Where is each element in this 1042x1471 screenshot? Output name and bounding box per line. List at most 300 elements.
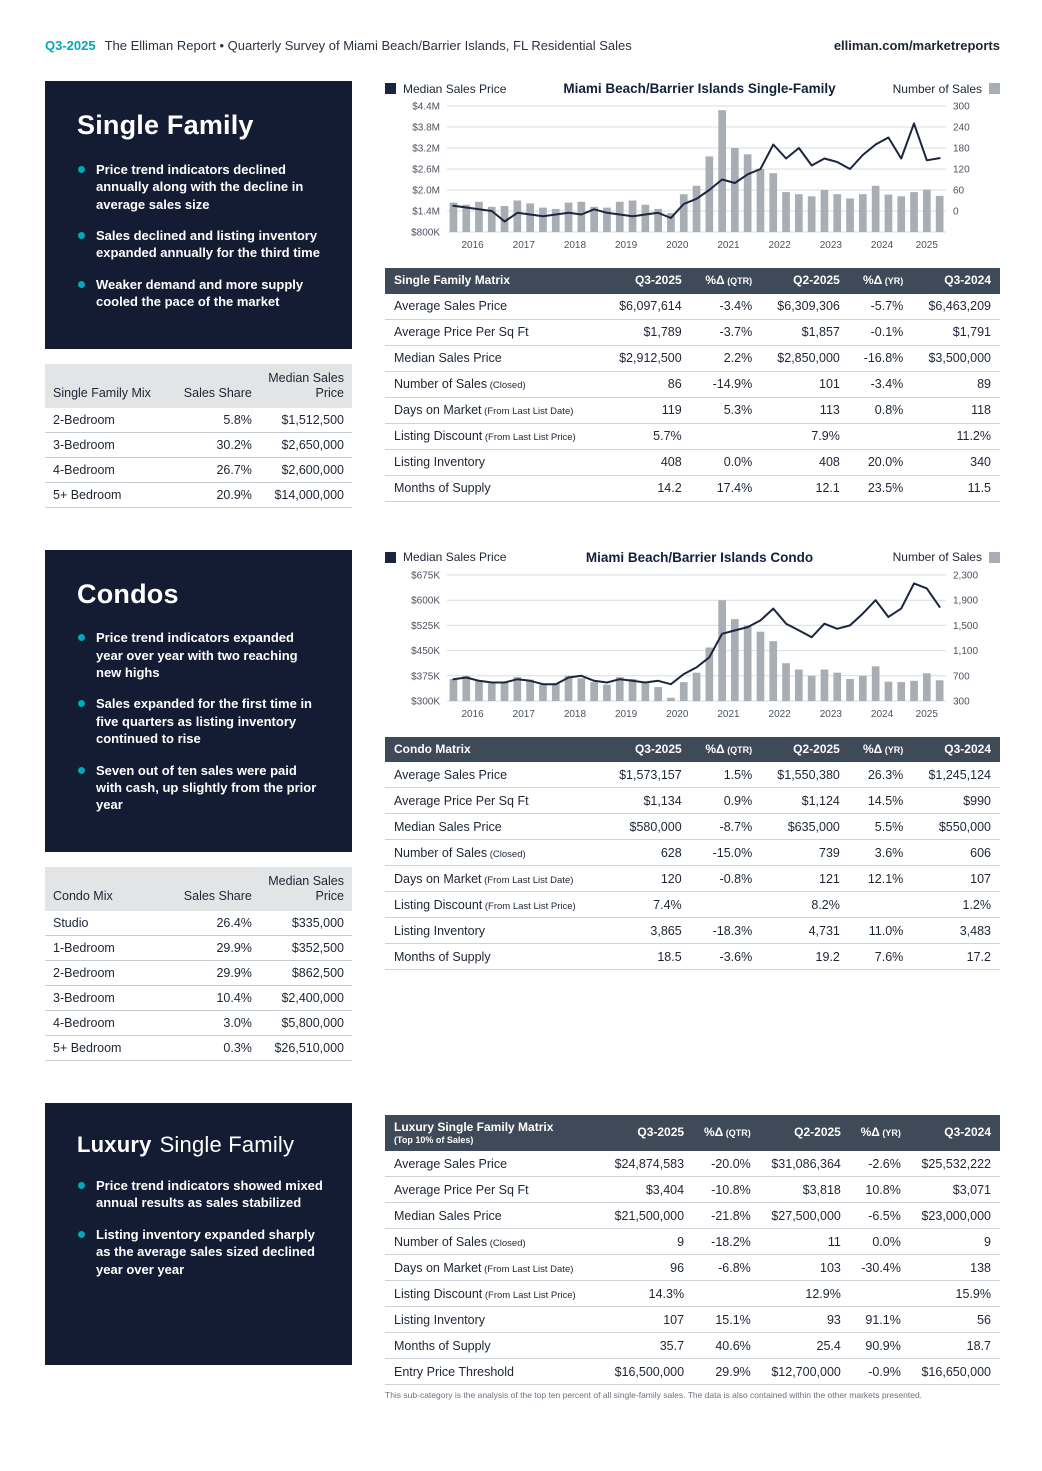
mix-cell: 26.4%: [168, 911, 260, 936]
matrix-row: [385, 814, 1000, 840]
matrix-row-label: Listing Inventory: [385, 1307, 603, 1333]
matrix-row-label: Average Sales Price: [385, 294, 603, 320]
mix-row: [45, 985, 352, 1010]
chart-legend-number-sales: [893, 550, 1000, 564]
matrix-column-header: %Δ (QTR): [691, 737, 762, 763]
single-family-mix-table-container: [45, 364, 352, 508]
legend-swatch-gray-icon: [989, 552, 1000, 563]
chart-canvas: [385, 567, 1000, 725]
matrix-cell: $21,500,000: [603, 1203, 693, 1229]
matrix-cell: 120: [603, 866, 691, 892]
chart-legend-median-price: [385, 550, 506, 564]
svg-text:2020: 2020: [666, 240, 689, 251]
matrix-cell: 12.9%: [760, 1281, 850, 1307]
matrix-cell: [849, 423, 912, 449]
matrix-cell: 107: [912, 866, 1000, 892]
matrix-row-label: Number of Sales (Closed): [385, 371, 603, 397]
mix-cell: 26.7%: [168, 457, 260, 482]
svg-text:2017: 2017: [512, 240, 535, 251]
report-title: The Elliman Report • Quarterly Survey of Miami Beach/Barrier Islands, FL Residential Sales: [104, 38, 632, 53]
matrix-cell: $3,071: [910, 1177, 1000, 1203]
svg-text:2020: 2020: [666, 708, 689, 720]
matrix-cell: -2.6%: [850, 1151, 910, 1177]
summary-bullet: Listing inventory expanded sharply as the average sales sized declined year over year: [77, 1226, 324, 1278]
matrix-cell: 14.5%: [849, 788, 912, 814]
mix-row-label: 5+ Bedroom: [45, 1035, 168, 1060]
svg-text:$525K: $525K: [411, 620, 440, 632]
matrix-column-header: Q2-2025: [761, 737, 849, 763]
svg-text:$1.4M: $1.4M: [412, 206, 440, 218]
matrix-row: [385, 423, 1000, 449]
summary-bullet: Sales expanded for the first time in five quarters as listing inventory continued to rise: [77, 695, 324, 747]
matrix-row: [385, 1203, 1000, 1229]
matrix-cell: -3.7%: [691, 319, 762, 345]
matrix-cell: $16,500,000: [603, 1359, 693, 1385]
matrix-cell: 1.5%: [691, 762, 762, 788]
mix-cell: 29.9%: [168, 935, 260, 960]
svg-text:300: 300: [953, 696, 970, 708]
mix-cell: $14,000,000: [260, 482, 352, 507]
matrix-cell: -3.4%: [849, 371, 912, 397]
svg-text:$2.0M: $2.0M: [412, 185, 440, 197]
matrix-cell: 25.4: [760, 1333, 850, 1359]
mix-column-header: Median Sales Price: [260, 364, 352, 408]
summary-bullet: Sales declined and listing inventory expanded annually for the third time: [77, 227, 324, 262]
svg-text:2021: 2021: [717, 240, 740, 251]
matrix-cell: $2,850,000: [761, 345, 849, 371]
matrix-column-header: %Δ (QTR): [691, 268, 762, 294]
matrix-table-title: Single Family Matrix: [385, 268, 603, 294]
matrix-cell: [691, 892, 762, 918]
single-family-chart-header: [385, 81, 1000, 96]
matrix-row-label: Listing Inventory: [385, 449, 603, 475]
matrix-cell: 17.4%: [691, 475, 762, 501]
matrix-column-header: %Δ (YR): [849, 268, 912, 294]
svg-text:$800K: $800K: [411, 227, 440, 239]
matrix-row: [385, 788, 1000, 814]
matrix-cell: 12.1: [761, 475, 849, 501]
mix-row-label: 4-Bedroom: [45, 1010, 168, 1035]
matrix-cell: $16,650,000: [910, 1359, 1000, 1385]
matrix-column-header: %Δ (YR): [850, 1115, 910, 1151]
matrix-cell: 119: [603, 397, 691, 423]
matrix-cell: [850, 1281, 910, 1307]
luxury-summary-card: [45, 1103, 352, 1365]
matrix-cell: $12,700,000: [760, 1359, 850, 1385]
condos-left-column: [45, 550, 352, 1061]
matrix-row-label: Months of Supply: [385, 1333, 603, 1359]
matrix-cell: 86: [603, 371, 691, 397]
matrix-cell: 3,865: [603, 918, 691, 944]
matrix-cell: 0.0%: [691, 449, 762, 475]
matrix-cell: [849, 892, 912, 918]
matrix-cell: 9: [603, 1229, 693, 1255]
mix-cell: 29.9%: [168, 960, 260, 985]
matrix-row-label: Months of Supply: [385, 944, 603, 970]
matrix-column-header-note: (QTR): [724, 744, 753, 755]
matrix-cell: 101: [761, 371, 849, 397]
svg-text:2016: 2016: [461, 708, 484, 720]
matrix-row-label: Days on Market (From Last List Date): [385, 866, 603, 892]
matrix-cell: -3.6%: [691, 944, 762, 970]
matrix-cell: -5.7%: [849, 294, 912, 320]
single-family-section-title: Single Family: [77, 110, 254, 140]
svg-text:$4.4M: $4.4M: [412, 101, 440, 113]
matrix-row-label-note: (Closed): [487, 380, 526, 392]
mix-cell: $2,600,000: [260, 457, 352, 482]
matrix-row-label: Average Price Per Sq Ft: [385, 788, 603, 814]
matrix-row-label: Entry Price Threshold: [385, 1359, 603, 1385]
matrix-cell: 11.0%: [849, 918, 912, 944]
chart-canvas: [385, 98, 1000, 256]
matrix-cell: 10.8%: [850, 1177, 910, 1203]
matrix-cell: 1.2%: [912, 892, 1000, 918]
svg-text:120: 120: [953, 164, 970, 176]
svg-text:$3.8M: $3.8M: [412, 122, 440, 134]
summary-bullet: Price trend indicators declined annually along with the decline in average sales size: [77, 161, 324, 213]
matrix-table: [385, 1115, 1000, 1385]
matrix-cell: 0.8%: [849, 397, 912, 423]
svg-text:$450K: $450K: [411, 645, 440, 657]
matrix-row: [385, 294, 1000, 320]
report-website-link[interactable]: elliman.com/marketreports: [833, 38, 1000, 53]
condos-right-column: [385, 550, 1000, 971]
matrix-row: [385, 1359, 1000, 1385]
matrix-cell: $31,086,364: [760, 1151, 850, 1177]
svg-text:2019: 2019: [615, 240, 638, 251]
matrix-cell: 96: [603, 1255, 693, 1281]
matrix-cell: 18.7: [910, 1333, 1000, 1359]
chart-legend-number-sales: [893, 82, 1000, 96]
mix-column-header: Sales Share: [168, 867, 260, 911]
matrix-cell: $1,573,157: [603, 762, 691, 788]
matrix-row-label: Number of Sales (Closed): [385, 1229, 603, 1255]
matrix-cell: $6,097,614: [603, 294, 691, 320]
matrix-cell: 5.7%: [603, 423, 691, 449]
matrix-cell: 56: [910, 1307, 1000, 1333]
matrix-cell: 113: [761, 397, 849, 423]
mix-row-label: 2-Bedroom: [45, 960, 168, 985]
svg-text:$3.2M: $3.2M: [412, 143, 440, 155]
legend-swatch-gray-icon: [989, 83, 1000, 94]
matrix-row-label-note: (From Last List Price): [482, 1289, 576, 1301]
matrix-row-label: Listing Discount (From Last List Price): [385, 892, 603, 918]
chart-legend-median-price: [385, 82, 506, 96]
report-issue: Q3-2025: [45, 38, 96, 53]
luxury-right-column: [385, 1103, 1000, 1401]
svg-text:2018: 2018: [563, 240, 587, 251]
matrix-row-label: Listing Inventory: [385, 918, 603, 944]
matrix-cell: 107: [603, 1307, 693, 1333]
mix-table: [45, 364, 352, 508]
mix-cell: 30.2%: [168, 432, 260, 457]
single-family-chart-title: Miami Beach/Barrier Islands Single-Family: [563, 81, 836, 96]
mix-row: [45, 1035, 352, 1060]
mix-row-label: 1-Bedroom: [45, 935, 168, 960]
matrix-cell: $635,000: [761, 814, 849, 840]
section-luxury-single-family: [45, 1103, 1000, 1401]
matrix-cell: -3.4%: [691, 294, 762, 320]
condo-chart-title: Miami Beach/Barrier Islands Condo: [585, 549, 814, 565]
mix-row: [45, 408, 352, 433]
summary-bullet: Price trend indicators expanded year over year with two reaching new highs: [77, 629, 324, 681]
matrix-row: [385, 892, 1000, 918]
matrix-cell: 408: [761, 449, 849, 475]
matrix-row: [385, 1333, 1000, 1359]
matrix-cell: $1,789: [603, 319, 691, 345]
matrix-cell: 17.2: [912, 944, 1000, 970]
matrix-row: [385, 475, 1000, 501]
matrix-cell: -0.9%: [850, 1359, 910, 1385]
matrix-column-header: Q3-2024: [912, 737, 1000, 763]
matrix-cell: 89: [912, 371, 1000, 397]
matrix-cell: $24,874,583: [603, 1151, 693, 1177]
report-header: [45, 38, 1000, 53]
condo-matrix-container: [385, 737, 1000, 971]
matrix-table: [385, 268, 1000, 502]
matrix-column-header: Q2-2025: [761, 268, 849, 294]
svg-text:$2.6M: $2.6M: [412, 164, 440, 176]
legend-label-median-price: Median Sales Price: [403, 550, 507, 565]
mix-cell: $862,500: [260, 960, 352, 985]
legend-swatch-navy-icon: [385, 552, 396, 563]
matrix-cell: -14.9%: [691, 371, 762, 397]
report-header-left: [45, 38, 632, 53]
matrix-cell: $3,818: [760, 1177, 850, 1203]
matrix-cell: $1,124: [761, 788, 849, 814]
mix-cell: $2,650,000: [260, 432, 352, 457]
matrix-cell: 7.9%: [761, 423, 849, 449]
matrix-row-label: Median Sales Price: [385, 1203, 603, 1229]
mix-row: [45, 482, 352, 507]
mix-row-label: 5+ Bedroom: [45, 482, 168, 507]
matrix-cell: $3,404: [603, 1177, 693, 1203]
matrix-cell: 7.6%: [849, 944, 912, 970]
matrix-cell: $25,532,222: [910, 1151, 1000, 1177]
svg-text:2018: 2018: [563, 708, 587, 720]
matrix-cell: 8.2%: [761, 892, 849, 918]
mix-row-label: 3-Bedroom: [45, 432, 168, 457]
matrix-cell: -0.1%: [849, 319, 912, 345]
matrix-cell: 408: [603, 449, 691, 475]
single-family-summary-card: [45, 81, 352, 349]
matrix-cell: 9: [910, 1229, 1000, 1255]
matrix-cell: 628: [603, 840, 691, 866]
matrix-cell: 20.0%: [849, 449, 912, 475]
mix-row: [45, 432, 352, 457]
matrix-cell: $23,000,000: [910, 1203, 1000, 1229]
legend-swatch-navy-icon: [385, 83, 396, 94]
matrix-cell: $2,912,500: [603, 345, 691, 371]
matrix-cell: 0.0%: [850, 1229, 910, 1255]
matrix-cell: 4,731: [761, 918, 849, 944]
matrix-cell: 3.6%: [849, 840, 912, 866]
matrix-row-label: Median Sales Price: [385, 814, 603, 840]
luxury-summary-bullets: [77, 1177, 324, 1278]
condo-mix-table-container: [45, 867, 352, 1061]
luxury-matrix-footnote: This sub-category is the analysis of the top ten percent of all single-family sales. The data is also contained within the other markets presented.: [385, 1390, 923, 1401]
condos-summary-card: [45, 550, 352, 852]
svg-text:2022: 2022: [768, 240, 791, 251]
mix-table-title: Single Family Mix: [45, 364, 168, 408]
matrix-row: [385, 1281, 1000, 1307]
matrix-cell: [691, 423, 762, 449]
matrix-row: [385, 1255, 1000, 1281]
matrix-row-label: Average Price Per Sq Ft: [385, 1177, 603, 1203]
condos-summary-bullets: [77, 629, 324, 814]
matrix-table-title: Condo Matrix: [385, 737, 603, 763]
mix-row-label: 3-Bedroom: [45, 985, 168, 1010]
matrix-cell: 12.1%: [849, 866, 912, 892]
matrix-cell: 40.6%: [693, 1333, 760, 1359]
matrix-cell: 15.1%: [693, 1307, 760, 1333]
matrix-cell: 340: [912, 449, 1000, 475]
mix-table-title: Condo Mix: [45, 867, 168, 911]
matrix-column-header: %Δ (QTR): [693, 1115, 760, 1151]
matrix-row: [385, 840, 1000, 866]
matrix-column-header: Q3-2025: [603, 268, 691, 294]
matrix-cell: $27,500,000: [760, 1203, 850, 1229]
matrix-cell: $1,857: [761, 319, 849, 345]
legend-label-median-price: Median Sales Price: [403, 81, 507, 96]
matrix-cell: 138: [910, 1255, 1000, 1281]
svg-text:2023: 2023: [819, 708, 842, 720]
matrix-cell: 35.7: [603, 1333, 693, 1359]
matrix-row: [385, 866, 1000, 892]
matrix-cell: [693, 1281, 760, 1307]
summary-bullet: Price trend indicators showed mixed annual results as sales stabilized: [77, 1177, 324, 1212]
single-family-right-column: [385, 81, 1000, 502]
mix-row: [45, 457, 352, 482]
section-condos: [45, 550, 1000, 1061]
matrix-cell: -18.2%: [693, 1229, 760, 1255]
matrix-cell: 93: [760, 1307, 850, 1333]
matrix-row-label: Months of Supply: [385, 475, 603, 501]
matrix-cell: -0.8%: [691, 866, 762, 892]
svg-text:2022: 2022: [768, 708, 791, 720]
svg-text:2021: 2021: [717, 708, 740, 720]
matrix-cell: 91.1%: [850, 1307, 910, 1333]
mix-cell: 20.9%: [168, 482, 260, 507]
matrix-cell: 26.3%: [849, 762, 912, 788]
mix-cell: $352,500: [260, 935, 352, 960]
matrix-cell: $6,463,209: [912, 294, 1000, 320]
matrix-row-label: Average Sales Price: [385, 762, 603, 788]
matrix-row-label-note: (From Last List Date): [481, 874, 574, 886]
matrix-cell: -21.8%: [693, 1203, 760, 1229]
matrix-cell: 15.9%: [910, 1281, 1000, 1307]
matrix-cell: $1,550,380: [761, 762, 849, 788]
svg-text:240: 240: [953, 122, 970, 134]
matrix-row: [385, 918, 1000, 944]
svg-text:180: 180: [953, 143, 970, 155]
svg-text:1,100: 1,100: [953, 645, 979, 657]
matrix-row: [385, 1151, 1000, 1177]
matrix-cell: 19.2: [761, 944, 849, 970]
matrix-cell: $580,000: [603, 814, 691, 840]
matrix-cell: 121: [761, 866, 849, 892]
matrix-cell: 90.9%: [850, 1333, 910, 1359]
mix-cell: 10.4%: [168, 985, 260, 1010]
summary-bullet: Weaker demand and more supply cooled the pace of the market: [77, 276, 324, 311]
matrix-column-header: Q3-2025: [603, 737, 691, 763]
matrix-row-label: Median Sales Price: [385, 345, 603, 371]
summary-bullet: Seven out of ten sales were paid with cash, up slightly from the prior year: [77, 762, 324, 814]
svg-text:1,900: 1,900: [953, 595, 979, 607]
matrix-cell: $1,791: [912, 319, 1000, 345]
mix-cell: $1,512,500: [260, 408, 352, 433]
matrix-cell: 7.4%: [603, 892, 691, 918]
single-family-left-column: [45, 81, 352, 508]
matrix-row: [385, 345, 1000, 371]
mix-cell: $26,510,000: [260, 1035, 352, 1060]
matrix-row-label: Days on Market (From Last List Date): [385, 1255, 603, 1281]
matrix-row-label: Listing Discount (From Last List Price): [385, 1281, 603, 1307]
matrix-cell: -20.0%: [693, 1151, 760, 1177]
matrix-column-header-note: (QTR): [724, 276, 753, 286]
matrix-column-header-note: (YR): [882, 744, 904, 755]
matrix-cell: 739: [761, 840, 849, 866]
matrix-row: [385, 397, 1000, 423]
matrix-cell: 18.5: [603, 944, 691, 970]
matrix-cell: 29.9%: [693, 1359, 760, 1385]
matrix-column-header-note: (YR): [882, 276, 904, 286]
matrix-cell: $990: [912, 788, 1000, 814]
matrix-table: [385, 737, 1000, 971]
matrix-column-header-note: (YR): [879, 1128, 901, 1139]
matrix-cell: 11: [760, 1229, 850, 1255]
matrix-cell: -10.8%: [693, 1177, 760, 1203]
matrix-row-label: Average Price Per Sq Ft: [385, 319, 603, 345]
luxury-section-title: Luxury Single Family: [77, 1131, 295, 1157]
condo-chart-header: [385, 550, 1000, 565]
mix-cell: 5.8%: [168, 408, 260, 433]
matrix-cell: 11.5: [912, 475, 1000, 501]
svg-text:2016: 2016: [461, 240, 484, 251]
mix-cell: 3.0%: [168, 1010, 260, 1035]
matrix-cell: -6.5%: [850, 1203, 910, 1229]
svg-text:0: 0: [953, 206, 959, 218]
matrix-cell: 14.2: [603, 475, 691, 501]
matrix-row-label: Listing Discount (From Last List Price): [385, 423, 603, 449]
matrix-row-label: Days on Market (From Last List Date): [385, 397, 603, 423]
mix-cell: $2,400,000: [260, 985, 352, 1010]
mix-cell: $5,800,000: [260, 1010, 352, 1035]
matrix-column-header: Q3-2025: [603, 1115, 693, 1151]
matrix-cell: -15.0%: [691, 840, 762, 866]
matrix-column-header: Q2-2025: [760, 1115, 850, 1151]
matrix-column-header: Q3-2024: [910, 1115, 1000, 1151]
svg-text:60: 60: [953, 185, 965, 197]
matrix-row: [385, 1177, 1000, 1203]
single-family-chart: [385, 98, 1000, 256]
matrix-cell: 5.3%: [691, 397, 762, 423]
svg-text:$600K: $600K: [411, 595, 440, 607]
matrix-cell: -16.8%: [849, 345, 912, 371]
matrix-row: [385, 1307, 1000, 1333]
luxury-left-column: [45, 1103, 352, 1365]
matrix-row-label: Number of Sales (Closed): [385, 840, 603, 866]
svg-text:2,300: 2,300: [953, 570, 979, 582]
svg-text:$675K: $675K: [411, 570, 440, 582]
matrix-row-label-note: (From Last List Price): [482, 432, 576, 444]
matrix-cell: $6,309,306: [761, 294, 849, 320]
mix-table: [45, 867, 352, 1061]
matrix-cell: 2.2%: [691, 345, 762, 371]
matrix-row-label-note: (From Last List Price): [482, 900, 576, 912]
mix-row: [45, 960, 352, 985]
matrix-cell: 606: [912, 840, 1000, 866]
